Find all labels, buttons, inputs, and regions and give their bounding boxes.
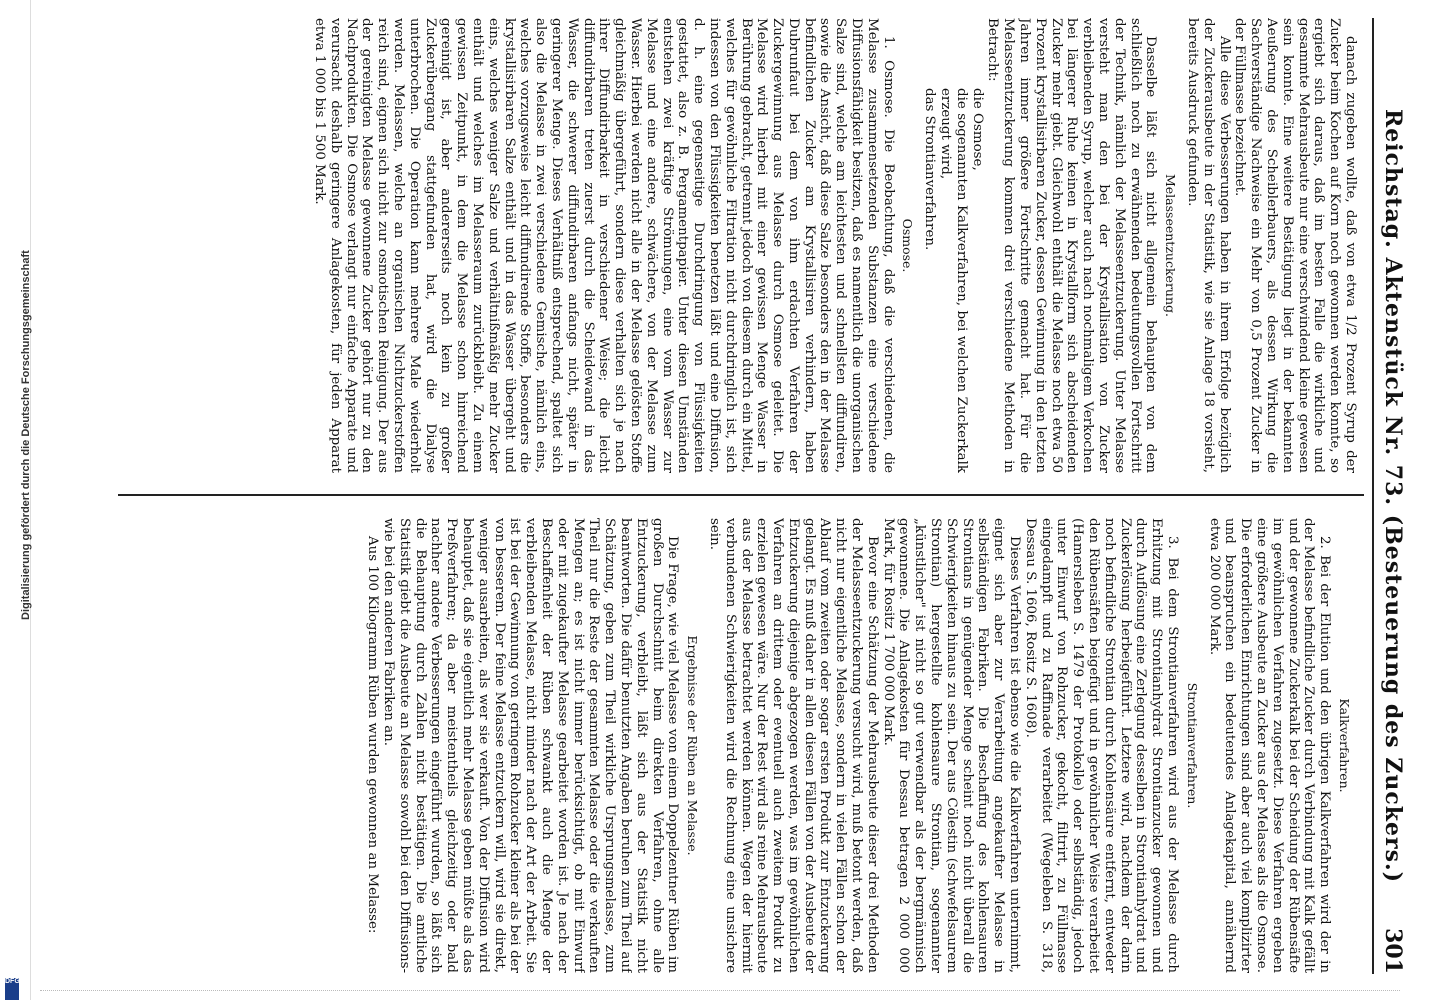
method-list-item: das Strontianverfahren. <box>922 88 938 251</box>
section-heading-melasse: Melasseentzuckerung. <box>1163 173 1179 317</box>
paragraph: Dasselbe läßt sich nicht allgemein behaupten von dem schließlich noch zu erwähnenden bedeutungsvollen Fortschritt der Technik, nämlich der Melasseentzuckerung. Unter Melasse versteht man den bei der Krystallisation von Zucker verbleibenden Syrup, welcher auch nach nochmaligem Verkochen bei längerer Ruhe keinen in Krystallform sich abscheidenden Zucker mehr giebt. Gleichwohl enthält die Melasse noch etwa 50 Prozent krystallisirbaren Zucker, dessen Gewinnung in den letzten Jahren immer größere Fortschritte gemacht hat. Für die Melasseentzuckerung kommen drei verschiedene Methoden in Betracht: <box>985 18 1159 473</box>
paragraph: Bevor eine Schätzung der Mehrausbeute dieser drei Methoden der Melasseentzuckerung versucht wird, muß betont werden, daß nicht nur eigentliche Melasse, sondern in vielen Fällen schon der Ablauf vom zweiten oder sogar ersten Produkt zur Entzuckerung gelangt. Es muß daher in allen diesen Fällen von der Ausbeute der Entzuckerung diejenige abgezogen werden, was im gewöhnlichen Verfahren an drittem oder eventuell auch zweitem Produkt zu erzielen gewesen wäre. Nur der Rest wird als reine Mehrausbeute aus der Melasse betrachtet werden können. Wegen der hiermit verbundenen Schwierigkeiten wird die Rechnung eine unsichere sein. <box>706 518 880 973</box>
left-column <box>118 18 1358 473</box>
header-rule <box>1372 18 1374 974</box>
paragraph: 1. Osmose. Die Beobachtung, daß die verschiedenen, die Melasse zusammensetzenden Substanzen eine verschiedene Diffusionsfähigkeit besitzen, daß es namentlich die unorganischen Salze sind, welche am leichtesten und schnellsten diffundiren, sowie die Ansicht, daß diese Salze besonders den in der Melasse befindlichen Zucker am Krystallisiren verhindern, haben Dubrunfaut bei dem von ihm erdachten Verfahren der Zuckergewinnung aus Melasse durch Osmose geleitet. Die Melasse wird hierbei mit einer gewissen Menge Wasser in Berührung gebracht, getrennt jedoch von diesem durch ein Mittel, welches für gewöhnliche Filtration nicht durchdringlich ist, sich indessen von den Flüssigkeiten benetzen läßt und eine Diffusion, d. h. eine gegenseitige Durchdringung von Flüssigkeiten gestattet, also z. B. Pergamentpapier. Unter diesen Umständen entstehen zwei kräftige Strömungen, eine vom Wasser zur Melasse und eine andere, schwächere, von der Melasse zum Wasser. Hierbei werden nicht alle in der Melasse gelösten Stoffe gleichmäßig übergeführt, sondern diese verhalten sich je nach ihrer Diffundirbarkeit in verschiedener Weise; die leicht diffundirbaren treten zuerst durch die Scheidewand in das Wasser, die schwerer diffundirbaren anfangs nicht, später in geringerer Menge. Dieses Verhältniß entsprechend, spaltet sich also die Melasse in zwei verschiedene Gemische, nämlich eins, welches vorzugsweise leicht diffundirende Stoffe, besonders die krystallisirbaren Salze enthält und in das Wasser übergeht und eins, welches weniger Salze und verhältnißmäßig mehr Zucker enthält und welches im Melasseraum zurückbleibt. Zu einem gewissen Zeitpunkt, in dem die Melasse schon hinreichend gereinigt ist, aber andererseits noch kein zu großer Zuckerübergang stattgefunden hat, wird die Dialyse unterbrochen. Die Operation kann mehrere Male wiederholt werden. Melassen, welche an organischen Nichtzuckerstoffen reich sind, eignen sich nicht zur osmotischen Reinigung. Der aus der gereinigten Melasse gewonnene Zucker gehört nur zu den Nachprodukten. Die Osmose verlangt nur einfache Apparate und verursacht deshalb geringere Anlagekosten, für jeden Apparat etwa 1 000 bis 1 500 Mark. <box>312 18 896 473</box>
method-list-item: die sogenannten Kalkverfahren, bei welchen Zuckerkalk erzeugt wird, <box>938 88 969 473</box>
column-divider <box>118 494 1364 496</box>
section-heading-osmose: Osmose. <box>900 218 916 273</box>
dfg-logo: DFG <box>5 978 19 1000</box>
paragraph: Die Frage, wie viel Melasse von einem Doppelzentner Rüben im großen Durchschnitt beim direkten Verfahren, ohne alle Entzuckerung, verbleibt, läßt sich aus der Statistik nicht beantworten. Die dafür benutzten Angaben beruhen zum Theil auf Schätzung, geben zum Theil wirkliche Ursprungsmelasse, zum Theil nur die Reste der gesammten Melasse oder die verkauften Mengen an; es ist nicht immer berücksichtigt, ob mit Einwurf oder mit zugekaufter Melasse gearbeitet worden ist. Je nach der Beschaffenheit der Rüben schwankt auch die Menge der verbleibenden Melasse, nicht minder nach der Art der Arbeit. Sie ist bei der Gewinnung von geringem Rohzucker kleiner als bei der von besserem. Der feine Melasse entzuckern will, wird sie direkt, weniger ausarbeiten, als wer sie verkauft. Von der Diffusion wird behauptet, daß sie eigentlich mehr Melasse geben müßte als das Preßverfahren; da aber meistentheils gleichzeitig oder bald nachher andere Verbesserungen eingeführt wurden, so läßt sich die Behauptung durch Zahlen nicht bestätigen. Die amtliche Statistik giebt die Ausbeute an Melasse sowohl bei den Diffusions- wie bei den anderen Fabriken an. <box>380 518 681 973</box>
section-heading-strontian: Strontianverfahren. <box>1184 682 1200 809</box>
scan-bottom-edge <box>40 990 1400 995</box>
paragraph: 3. Bei dem Strontianverfahren wird aus der Melasse durch Erhitzung mit Strontianhydrat Strontianzucker gewonnen und durch Auflösung eine Zerlegung desselben in Strontianhydrat und Zuckerlösung herbeigeführt. Letztere wird, nachdem der darin noch befindliche Strontian durch Kohlensäure entfernt, entweder den Rübensäften beigefügt und in gewöhnlicher Weise verarbeitet (Hamersleben S. 1479 der Protokolle) oder selbständig, jedoch unter Einwurf von Rohzucker, gekocht, filtrirt, zu Füllmasse eingedampft und zu Raffinade verarbeitet (Wegeleben S. 318, Dessau S. 1606, Rositz S. 1608). <box>1022 518 1181 973</box>
running-title: Reichstag. Aktenstück Nr. 73. (Besteuerung des Zuckers.) <box>1380 108 1406 884</box>
paragraph: danach zugeben wollte, daß von etwa 1/2 Prozent Syrup der Zucker beim Kochen auf Korn noch gewonnen werden konnte, so ergiebt sich daraus, daß im besten Falle die wirkliche und gesammte Mehrausbeute nur eine verschwindend kleine gewesen sein konnte. Eine weitere Bestätigung liegt in der bekannten Aeußerung des Scheiblerbauers, als dessen Wirkung die Sachverständige Nachweise ein Mehr von 0,5 Prozent Zucker in der Füllmasse bezeichnet. <box>1232 18 1358 473</box>
digitization-note: Digitalisierung gefördert durch die Deutsche Forschungsgemeinschaft <box>20 250 32 620</box>
method-list-item: die Osmose, <box>969 88 985 171</box>
paragraph: Aus 100 Kilogramm Rüben wurden gewonnen an Melasse: <box>365 536 381 934</box>
paragraph: Alle diese Verbesserungen haben in ihrem Erfolge bezüglich der Zuckerausbeute in der Statistik, wie sie Anlage 18 vorsieht, bereits Ausdruck gefunden. <box>1185 18 1232 473</box>
paragraph: Dieses Verfahren ist ebenso wie die Kalkverfahren unternimmt, eignet sich aber zur Verarbeitung angekaufter Melasse in selbständigen Fabriken. Die Beschaffung des kohlensauren Strontians in genügender Menge scheint noch nicht überall die Schwierigkeiten hinaus zu sein. Der aus Cölestin (schwefelsaurem Strontian) hergestellte kohlensaure Strontian, sogenannter „künstlicher" ist nicht so gut verwendbar als der bergmännisch gewonnene. Die Anlagekosten für Dessau betragen 2 000 000 Mark, für Rositz 1 700 000 Mark. <box>880 518 1023 973</box>
section-heading-ergebnisse: Ergebnisse der Rüben an Melasse. <box>685 635 701 856</box>
section-heading-kalk: Kalkverfahren. <box>1337 698 1352 793</box>
right-column <box>118 518 1358 973</box>
paragraph: 2. Bei der Elution und den übrigen Kalkverfahren wird der in der Melasse befindliche Zucker durch Verbindung mit Kalk gefällt und der gewonnene Zuckerkalk bei der Scheidung der Rübensäfte im gewöhnlichen Verfahren zugesetzt. Diese Verfahren ergeben eine größere Ausbeute an Zucker aus der Melasse als die Osmose. Die erforderlichen Einrichtungen sind aber auch viel komplizirter und beanspruchen ein bedeutendes Anlagekapital, annähernd etwa 200 000 Mark. <box>1206 518 1333 973</box>
footer-strip <box>2 10 32 995</box>
page-number: 301 <box>1380 928 1406 974</box>
rotated-document-page <box>108 8 1418 984</box>
page-header <box>1372 18 1412 974</box>
